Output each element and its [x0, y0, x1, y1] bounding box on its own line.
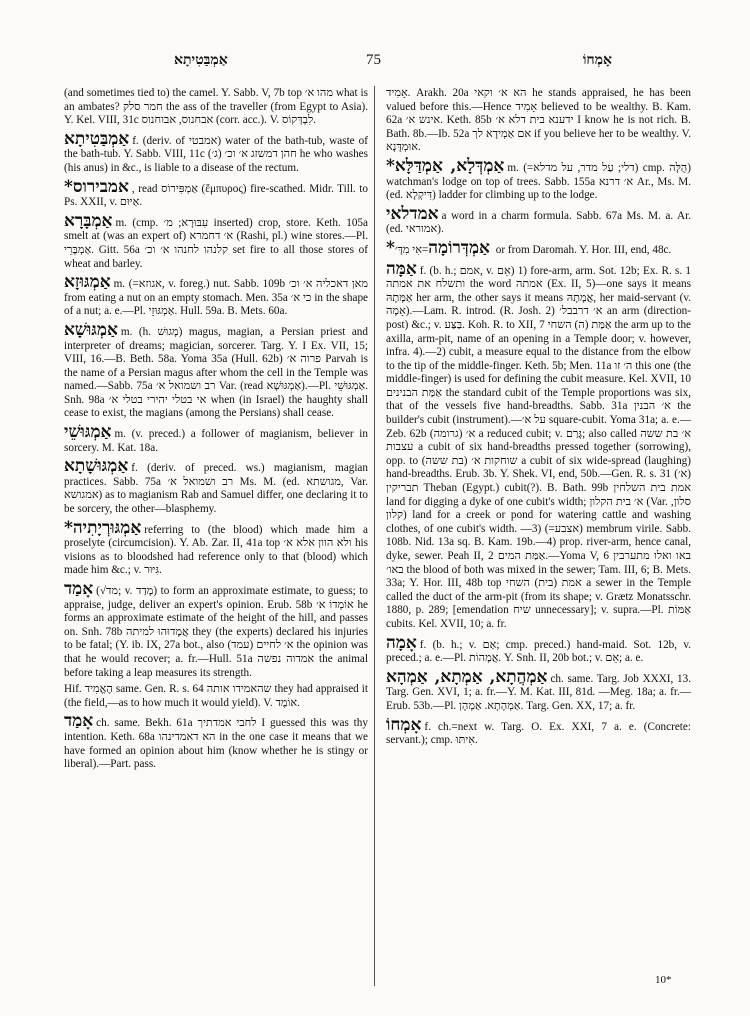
- entry-definition: m. (=דלי; עַל מדר, על מדלא) cmp. הֻלָּה) watchman's lodge on top of trees. Sabb. 155a א׳ דרנא Ar., Ms. M. (ed. דִּיקְלָא) ladder for climbing up to the lodge.: [386, 161, 691, 202]
- left-column: [64, 87, 368, 775]
- entry-headword: אַמְגּוּשָׁא: [64, 319, 118, 340]
- header-left-guide-word: אַמְבַּטִיתָא: [174, 52, 228, 68]
- page-number: 75: [366, 52, 381, 68]
- entry-definition: m. (cmp. עִבּוּרָא; מ׳ inserted) crop, store. Keth. 105a smelt at (was an expert of) א׳ דחמרא (Rashi, pl.) wine stores.—Pl. אַמְבָּרֵי. Gitt. 56a קלנהו לחנהו א׳ וכ׳ set fire to all those stores of wheat and barley.: [64, 216, 369, 270]
- entry-definition: f. ch.=next w. Targ. O. Ex. XXI, 7 a. e. (Concrete: servant.); cmp. אִיתּוּ.: [386, 720, 691, 747]
- entry-definition: (√מד; v. מָדַד) to form an approximate estimate, to guess; to appraise, judge, deliver an expert's opinion. Erub. 58b אוֹמְדוֹ א׳ he forms an approximate estimate of the height of the hill, and passes on. Snh. 78b אֲמָדוּהוּ למיתה they (the experts) declared his injuries to be fatal; (Y. ib. IX, 27a bot., also (עמד) א׳ לחיים the opinion was that he would recover; a. fr.—Hull. 51a אמדוה נפשה the animal before taking a leap measures its strength.: [64, 585, 369, 679]
- dictionary-entry: [386, 714, 691, 748]
- entry-headword: אַמְהֲתָא, אַמְתָא, אַמְהָא: [386, 666, 548, 687]
- dictionary-entry: [64, 683, 368, 710]
- running-header: [64, 52, 704, 72]
- dictionary-entry: [64, 210, 369, 271]
- dictionary-entry: [386, 258, 692, 632]
- dictionary-entry: [64, 128, 369, 176]
- entry-headword: אָמַד: [64, 711, 94, 732]
- entry-headword: אָמַד: [64, 579, 94, 599]
- dictionary-entry: [386, 155, 691, 203]
- entry-headword: *אַמְגּוּרְיָתִיה: [64, 517, 142, 538]
- entry-headword: אָמָה: [386, 632, 417, 653]
- dictionary-entry: [64, 424, 368, 455]
- header-right-guide-word: אָמְחוֹ: [582, 52, 612, 68]
- entry-headword: אַמְבַּטִיתָא: [64, 128, 130, 149]
- entry-definition: referring to (the blood) which made him a proselyte (circumcision). Y. Ab. Zar. II, 41a top ולא הוון אלא א׳ his visions as to bloodshed had reference only to that (blood) which made him &c.; v. גִּיּוּר.: [64, 523, 369, 577]
- dictionary-entry: [64, 87, 368, 128]
- entry-headword: אַמְבָּרָא: [64, 210, 113, 231]
- dictionary-entry: [64, 319, 369, 421]
- entry-definition: =אִי מִדָּ׳ or from Daromah. Y. Hor. III, end, 48c.: [394, 243, 672, 256]
- entry-definition: Hif. הֶאֱמִיד same. Gen. R. s. 64 שהאמידו אותה they had appraised it (the field,—as to how much it would yield). V. אוֹמֶד.: [64, 683, 369, 709]
- dictionary-entry: [64, 581, 368, 680]
- entry-headword: *אַמְדְּלָא, אַמְדַּלָּא: [386, 155, 505, 176]
- right-column: [386, 87, 691, 751]
- signature-mark: 10*: [655, 974, 672, 986]
- entry-definition: m. (v. preced.) a follower of magianism, believer in sorcery. M. Kat. 18a.: [64, 428, 368, 454]
- entry-definition: f. (deriv. of אמבטי) water of the bath-tub, waste of the bath-tub. Y. Sabb. VIII, 11c (ג׳) חהן דמשזג א׳ וכ׳ he who washes (his anus) in &c., is liable to a disease of the rectum.: [64, 134, 369, 174]
- dictionary-entry: [64, 517, 369, 578]
- dictionary-entry: [386, 666, 691, 714]
- entry-headword: *אמבירוס: [64, 176, 129, 197]
- entry-definition: f. (deriv. of preced. ws.) magianism, magian practices. Sabb. 75a רב ושמואל א׳ Ms. M. (ed. מגושתא, Var. אמגושא) as to magianism Rab and Samuel differ, one declaring it to be sorcery, the other—blasphemy.: [64, 462, 368, 516]
- entry-headword: אַמְגּוּשֵׁי: [64, 422, 112, 443]
- entry-definition: ch. same. Bekh. 61a לחבי אמדתיך I guessed this was thy intention. Keth. 68a הא דאמדינהו in the one case it means that we have formed an opinion about him (know whether he is stingy or liberal).—Part. pass.: [64, 717, 369, 771]
- dictionary-entry: [386, 203, 691, 237]
- entry-headword: אַמְגּוּזָא: [64, 272, 111, 293]
- entry-headword: אַמָּה: [386, 258, 417, 279]
- entry-headword: *אַמְדְּרוֹמָה: [386, 237, 490, 258]
- entry-definition: a word in a charm formula. Sabb. 67a Ms. M. a. Ar. (ed. אמוראי).: [386, 209, 691, 236]
- dictionary-entry: [64, 458, 368, 516]
- entry-definition: m. (=אגוזא, v. foreg.) nut. Sabb. 109b מאן דאכליה א׳ וכ׳ from eating a nut on an empty stomach. Men. 35a כי א׳ in the shape of a nut; a. e.—Pl. אַמְגּוּזֵי. Hull. 59a. B. Mets. 60a.: [64, 278, 369, 318]
- entry-definition: f. (b. h.; אמם, v. אֵם) 1) fore-arm, arm. Sot. 12b; Ex. R. s. 1 ותשלח את אמתה the word אמתה (Ex. II, 5)—one says it means אַמָּתָהּ her arm, the other says it means אֲמָתָהּ, her maid-servant (v. אָמָה).—Lam. R. introd. (R. Josh. 2) א׳ דרבבל׳ an arm (direction-post) &c.; v. בַּצַּע. Koh. R. to XII, 7 אַמַּת (ה) השחי the arm up to the axilla, arm-pit, name of an opening in a Temple door; v. however, infra. 4).—2) cubit, a measure equal to the distance from the elbow to the tip of the middle-finger. Keth. 5b; Men. 11a ה׳ זו this one (the middle-finger) is used for defining the cubit measure. Kel. XVII, 10 אַמַּת הבנינים the standard cubit of the Temple proportions was six, that of the vessels five hand-breadths. Sabb. 31a א׳ הבנין the builder's cubit (instrument).—על א׳ square-cubit. Yoma 31a; a. e.—Zeb. 62b (גרומה) א׳ a reduced cubit; v. גָּרַם; also called א׳ בת ששה עצבות a cubit of six hand-breadths pressed together (sorrowing), opp. to (בת ששה) שוחקות א׳ a cubit of six wide-spread (laughing) hand-breadths. Erub. 3b. Y. Shek. VI, end, 50b.—Gen. R. s. 31 (א׳) תבריקין Theban (Egypt.) cubit(?). B. Bath. 99b אמת בית השלחין land for digging a dyke of one cubit's width; א׳ בית הקלון (Var. סלון, קלון) land for a creek or pond for watering cattle and washing clothes, of one cubit's width. —3) (=אצבע) membrum virile. Sabb. 108b. Nid. 13a sq. B. Kam. 19b.—4) prop. river-arm, hence canal, dyke, sewer. Peah II, 2 אַמַּת המים.—Yoma V, 6 באו ואלו מתערבין באו׳ the blood of both was mixed in the sewer; Tam. III, 6; B. Mets. 33a; Y. Hor. III, 48b top אמת (בית) השחי a sewer in the Temple called the duct of the arm-pit (from its shape; v. Grætz Monatsschr. 1880, p. 289; [emendation שיח unnecessary]; v. supra.—Pl. אַמּוֹת cubits. Kel. XVII, 10; a. fr.: [386, 264, 692, 630]
- entry-headword: אָמְחוֹ: [386, 714, 422, 735]
- dictionary-entry: [386, 87, 691, 155]
- entry-headword: אַמְגּוּשָׁתָא: [64, 456, 129, 477]
- column-divider: [374, 86, 375, 986]
- entry-headword: אמדלאי: [386, 203, 439, 224]
- entry-definition: ch. same. Targ. Job XXXI, 13. Targ. Gen. XVI, 1; a. fr.—Y. M. Kat. III, 81d. —Meg. 18a; a. fr.—Erub. 53b.—Pl. אַמְהָתָא. אַמְהָן. Targ. Gen. XX, 17; a. fr.: [386, 672, 691, 712]
- dictionary-entry: [64, 176, 368, 210]
- entry-definition: אָמִיד. Arakh. 20a הא א׳ וקאי he stands appraised, he has been valued before this.—Hence אָמִיד believed to be wealthy. B. Kam. 62a אינש א׳. Keth. 85b ידענא בית דלא א׳ I know he is not rich. B. Bath. 8b.—Ib. 52a אם אַמְידָא לך if you believe her to be wealthy. V. אוּמְדָּנָא.: [386, 87, 692, 154]
- entry-definition: f. (b. h.; v. אַם; cmp. preced.) hand-maid. Sot. 12b, v. preced.; a. e.—Pl. אֲמָהוֹת. Y. Snh. II, 20b bot.; v. אֵם; a. e.: [386, 638, 691, 665]
- dictionary-entry: [64, 274, 368, 319]
- dictionary-entry: [64, 713, 368, 771]
- dictionary-entry: [386, 237, 691, 258]
- dictionary-entry: [386, 632, 691, 666]
- entry-definition: (and sometimes tied to) the camel. Y. Sabb. V, 7b top מהו א׳ what is an ambates? חמר סלק the ass of the traveller (from Egypt to Asia). Y. Kel. VIII, 31c אבחנוס, אבוחנוס (corr. acc.). V. לִבְדְּקוֹס.: [64, 87, 368, 127]
- entry-definition: m. (h. מָגוּשׁ) magus, magian, a Persian priest and interpreter of dreams; magician, sorcerer. Targ. Y. I Ex. VII, 15; VIII, 16.—B. Beth. 58a. Yoma 35a (Hull. 62b) פרוה א׳ Parvah is the name of a Persian magus after whom the cell in the Temple was named.—Sabb. 75a רב ושמואל א׳ Var. (read אַמְגּוּשָׁא).—Pl. אַמְגּוּשֵׁי. Snh. 98a אי בטלי יהירי בטלי א׳ when (in Israel) the haughty shall cease to exist, the magians (among the Persians) shall cease.: [64, 325, 369, 420]
- entry-definition: , read אַמְפִּירוֹס (ἔμπυρος) fire-scathed. Midr. Till. to Ps. XXII, v. אַיּוּם.: [64, 182, 368, 209]
